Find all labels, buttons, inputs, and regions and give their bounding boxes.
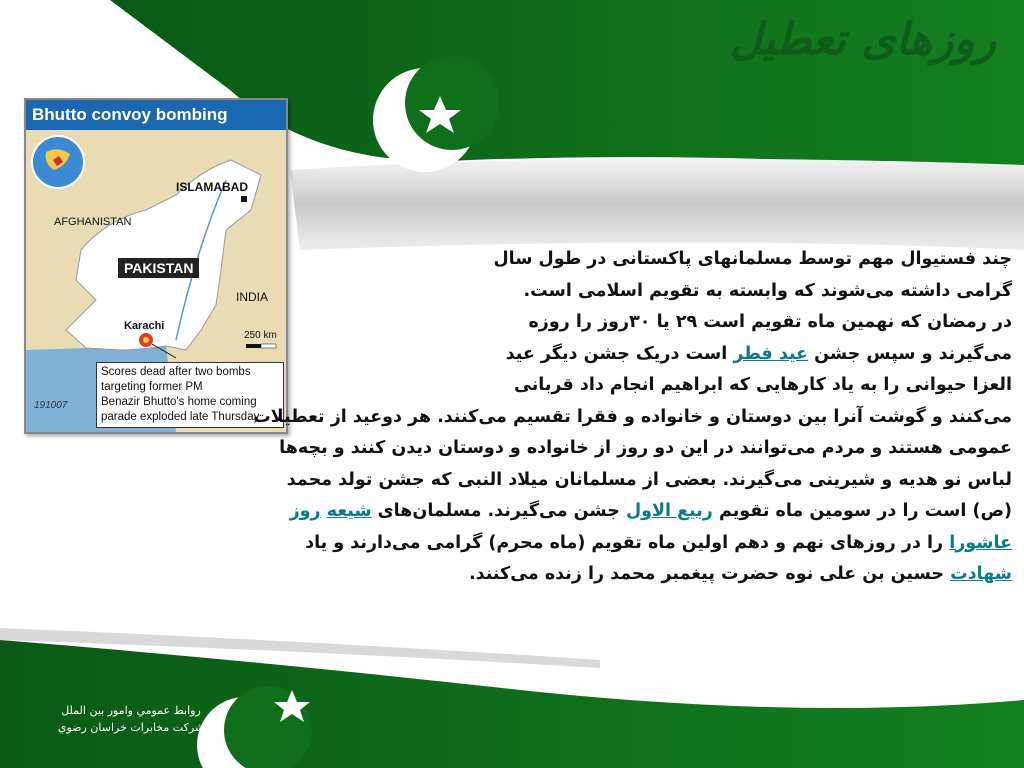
body-line (12, 339, 1012, 371)
body-line (12, 402, 1012, 434)
body-line (12, 528, 1012, 560)
footer-line: روابط عمومي وامور بين الملل (61, 704, 201, 717)
body-text: جشن می‌گیرند. مسلمان‌های (371, 501, 626, 521)
link-day[interactable]: روز (289, 501, 321, 521)
label-karachi: Karachi (124, 320, 165, 332)
label-scale: 250 km (244, 330, 277, 341)
label-afghanistan: AFGHANISTAN (54, 216, 132, 228)
link-rabi-al-awwal[interactable]: ربیع الاول (625, 501, 713, 521)
body-line (12, 276, 1012, 308)
label-code: 191007 (34, 400, 68, 411)
body-text: گرامی داشته می‌شوند که وابسته به تقویم اسلامی است. (523, 280, 1012, 301)
body-text: چند فستیوال مهم توسط مسلمانهای پاکستانی در طول سال (493, 249, 1012, 269)
body-text: لباس نو هدیه و شیرینی می‌گیرند. بعضی از مسلمانان میلاد النبی که جشن تولد محمد (286, 469, 1012, 490)
body-text: (ص) است را در سومین ماه تقویم (712, 501, 1012, 521)
label-india: INDIA (236, 290, 269, 304)
link-eid-fitr[interactable]: عید فطر (733, 343, 809, 364)
body-paragraph (12, 244, 1012, 591)
body-line (12, 496, 1012, 528)
body-text: می‌گیرند و سپس جشن (808, 343, 1012, 364)
body-line (12, 307, 1012, 339)
body-text: را در روزهای نهم و دهم اولین ماه تقویم (ماه محرم) گرامی می‌دارند و یاد (305, 532, 950, 553)
label-pakistan: PAKISTAN (118, 258, 199, 278)
silver-sweep (290, 159, 1024, 250)
link-ashura[interactable]: عاشورا (949, 532, 1012, 553)
caption-line: targeting former PM (101, 381, 203, 393)
body-line (12, 433, 1012, 465)
slide-title: روزهای تعطیل (729, 14, 996, 65)
body-text: حسین بن علی نوه حضرت پیغمبر محمد را زنده می‌کنند. (468, 564, 951, 584)
body-text: است دریک جشن دیگر عید (505, 343, 734, 364)
map-title: Bhutto convoy bombing (26, 100, 286, 130)
body-text: در رمضان که نهمین ماه تقویم است ۲۹ یا ۳۰روز را روزه (528, 312, 1012, 332)
body-line (12, 559, 1012, 591)
body-text: می‌کنند و گوشت آنرا بین دوستان و خانواده و فقرا تقسیم می‌کنند. هر دوعید از تعطیلات (253, 406, 1012, 427)
body-line (12, 370, 1012, 402)
caption-line: parade exploded late Thursday (101, 411, 260, 423)
caption-line: Benazir Bhutto's home coming (101, 396, 257, 408)
body-line (12, 465, 1012, 497)
link-shia[interactable]: شیعه (326, 501, 372, 521)
caption-line: Scores dead after two bombs (101, 366, 251, 378)
footer-credit (26, 702, 236, 736)
label-islamabad: ISLAMABAD (176, 180, 248, 194)
body-text: العزا حیوانی را به یاد کارهایی که ابراهیم انجام داد قربانی (514, 375, 1012, 395)
body-line (12, 244, 1012, 276)
body-text: عمومی هستند و مردم می‌توانند در این دو روز از خانواده و دوستان دیدن کنند و بچه‌ها (279, 438, 1012, 458)
link-martyrdom[interactable]: شهادت (950, 564, 1012, 584)
footer-line: شركت مخابرات خراسان رضوي (57, 721, 205, 734)
